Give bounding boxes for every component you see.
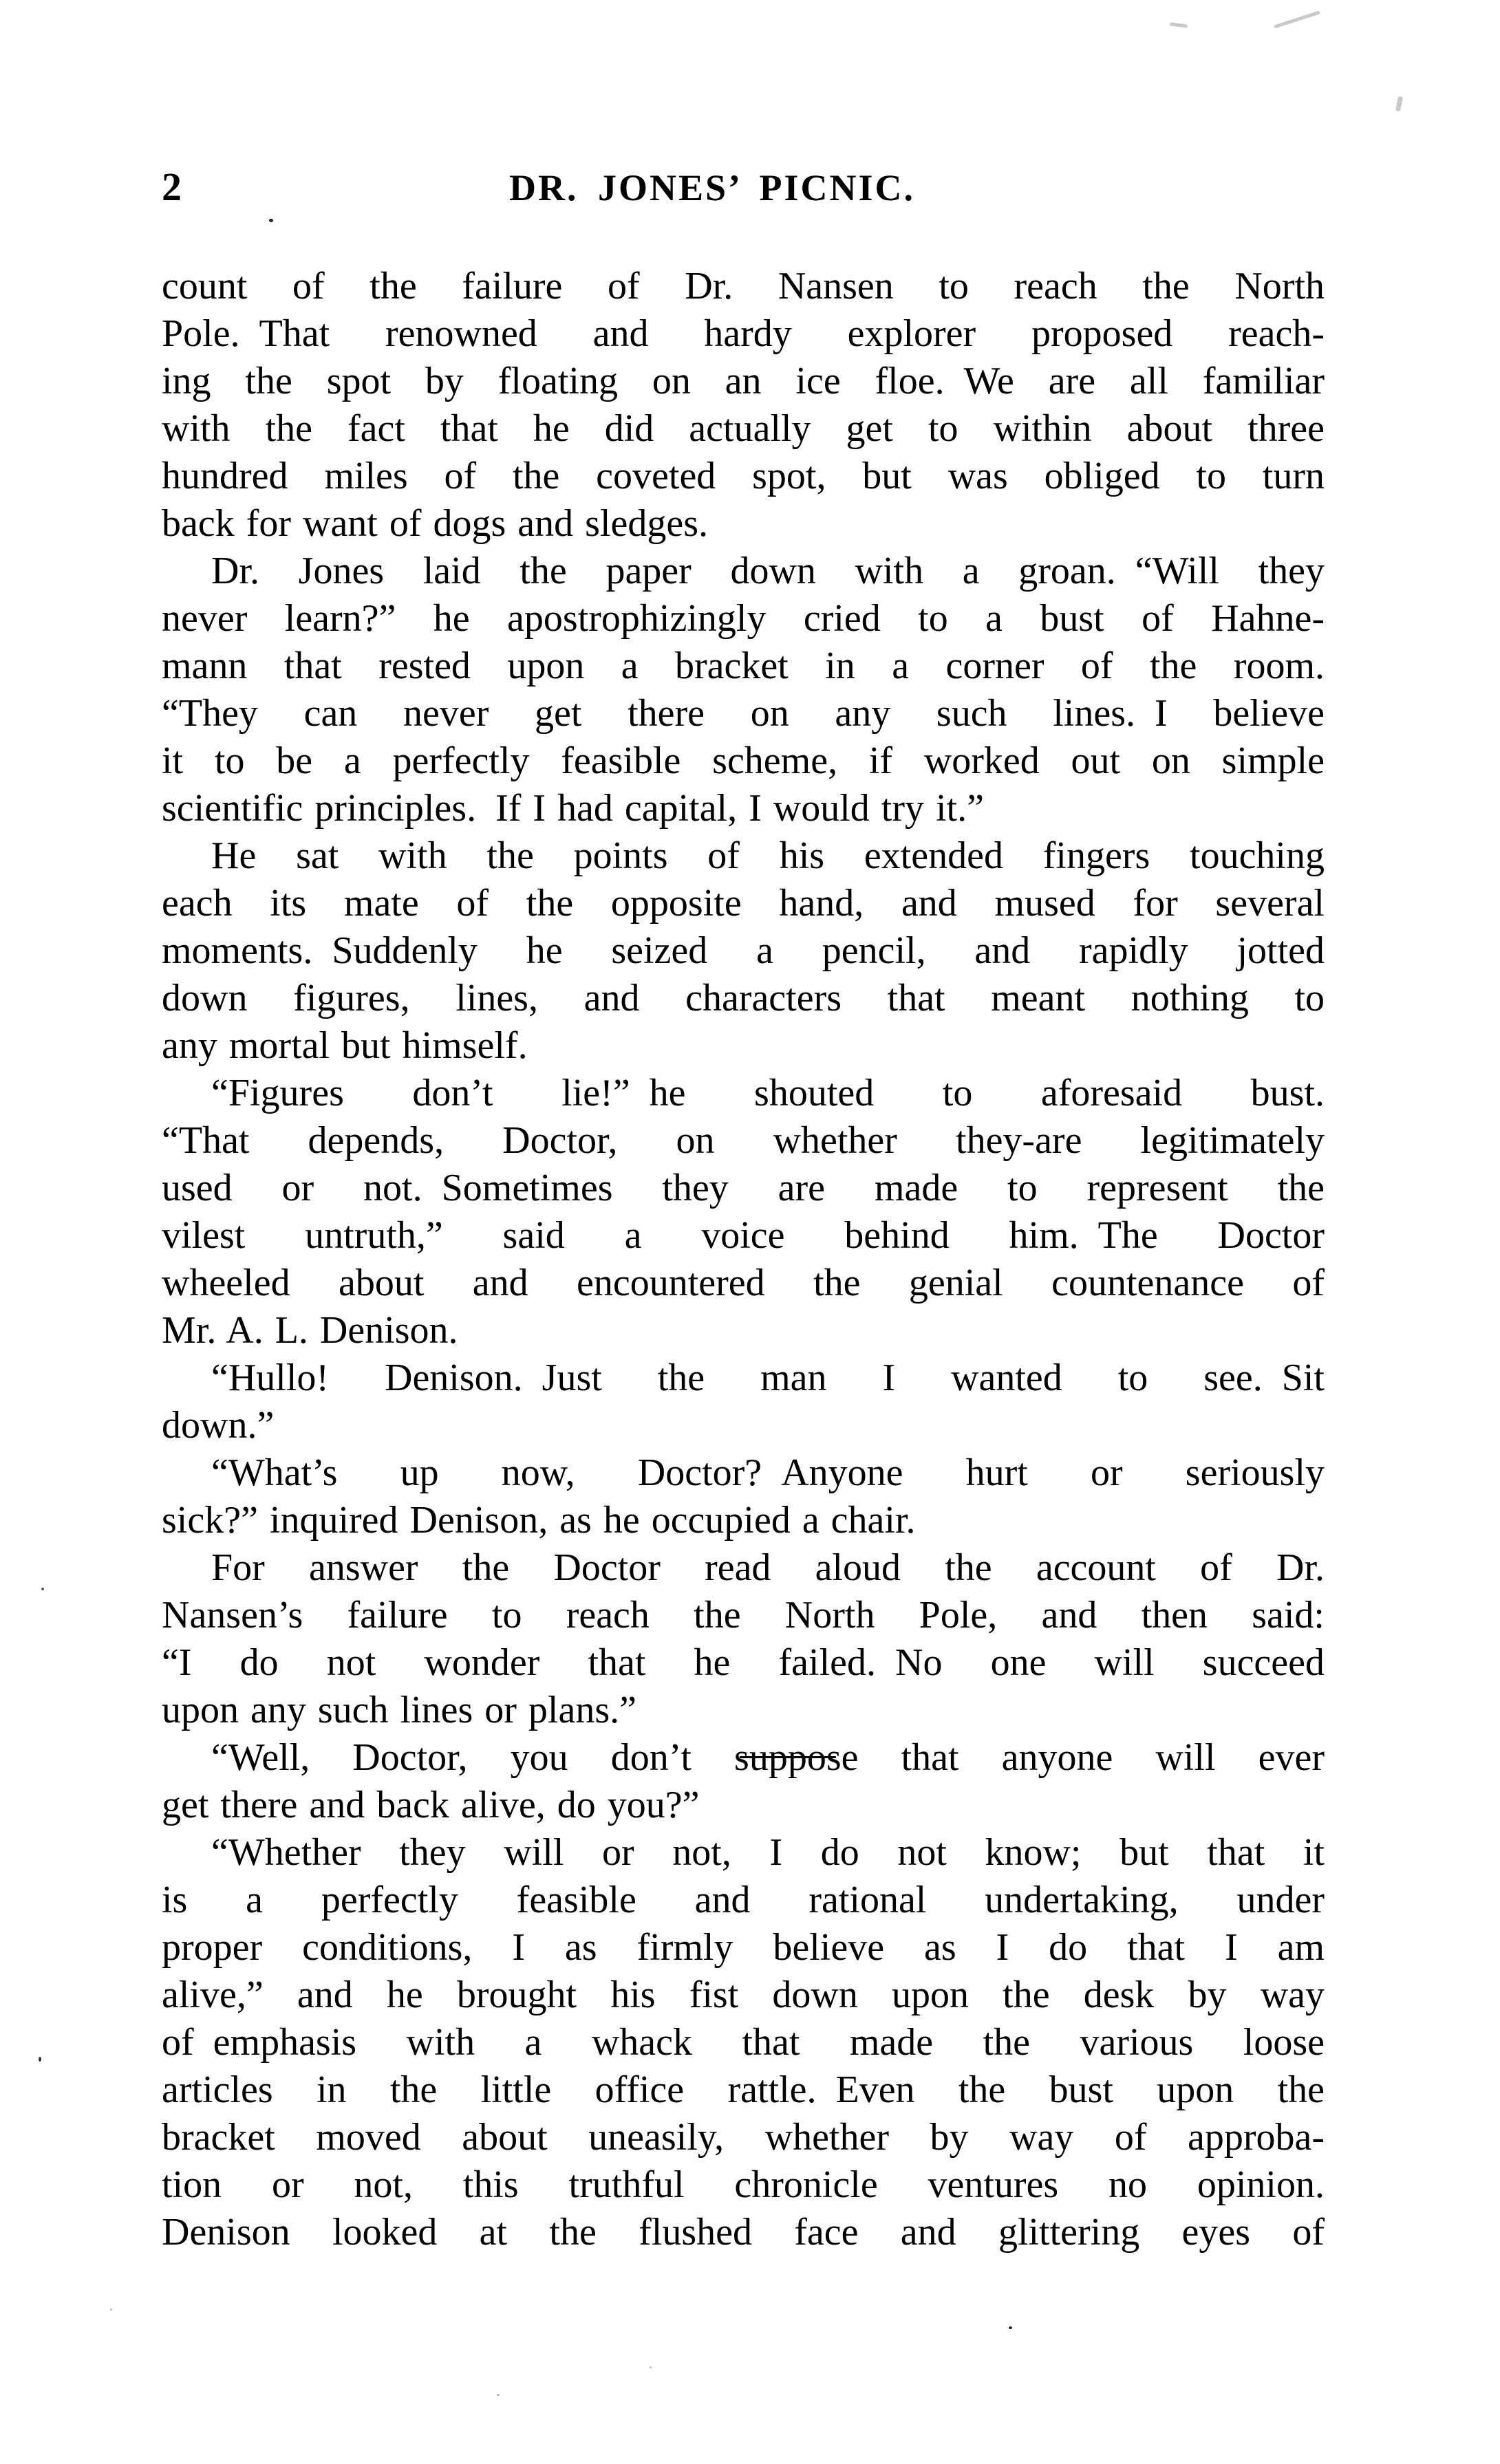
text-line: wheeled about and encountered the genial countenance of [162, 1262, 1325, 1304]
text-line: bracket moved about uneasily, whether by way of approba- [162, 2116, 1325, 2159]
text-line: back for want of dogs and sledges. [162, 502, 709, 545]
text-line: tion or not, this truthful chronicle ventures no opinion. [162, 2163, 1325, 2206]
ink-speck [39, 2057, 41, 2062]
scan-streak [1170, 22, 1188, 28]
ink-speck [269, 219, 273, 222]
text-line: is a perfectly feasible and rational undertaking, under [162, 1879, 1325, 1921]
text-line: Nansen’s failure to reach the North Pole, and then said: [162, 1594, 1325, 1636]
text-line: used or not. Sometimes they are made to represent the [162, 1167, 1325, 1209]
text-line: any mortal but himself. [162, 1024, 528, 1067]
text-line: “Well, Doctor, you don’t s̶u̶p̶p̶o̶se that anyone will ever [211, 1736, 1325, 1779]
text-line: of emphasis with a whack that made the various loose [162, 2021, 1325, 2064]
text-line: moments. Suddenly he seized a pencil, and rapidly jotted [162, 929, 1325, 972]
text-line: count of the failure of Dr. Nansen to reach the North [162, 265, 1325, 307]
text-line: down.” [162, 1404, 275, 1447]
running-header [162, 166, 1325, 215]
text-line: sick?” inquired Denison, as he occupied a chair. [162, 1499, 916, 1542]
text-line: proper conditions, I as firmly believe as I do that I am [162, 1926, 1325, 1969]
page-number: 2 [162, 164, 182, 209]
text-line: scientific principles. If I had capital, I would try it.” [162, 787, 984, 830]
text-line: vilest untruth,” said a voice behind him. The Doctor [162, 1214, 1325, 1257]
text-line: hundred miles of the coveted spot, but was obliged to turn [162, 455, 1325, 497]
ink-speck [1009, 2326, 1012, 2329]
text-line: it to be a perfectly feasible scheme, if worked out on simple [162, 739, 1325, 782]
text-line: “That depends, Doctor, on whether they-are legitimately [162, 1119, 1325, 1162]
text-line: Pole. That renowned and hardy explorer proposed reach- [162, 312, 1325, 355]
text-line: never learn?” he apostrophizingly cried to a bust of Hahne- [162, 597, 1325, 640]
text-line: Mr. A. L. Denison. [162, 1309, 458, 1352]
text-line: down figures, lines, and characters that meant nothing to [162, 977, 1325, 1019]
text-line: “What’s up now, Doctor? Anyone hurt or seriously [211, 1451, 1325, 1494]
text-line: get there and back alive, do you?” [162, 1784, 700, 1826]
ink-speck [41, 1588, 44, 1590]
scan-streak [1395, 96, 1403, 112]
text-line: mann that rested upon a bracket in a corner of the room. [162, 645, 1325, 687]
text-line: alive,” and he brought his fist down upon the desk by way [162, 1974, 1325, 2016]
ink-speck [110, 2309, 112, 2311]
text-line: with the fact that he did actually get to within about three [162, 407, 1325, 450]
text-line: ing the spot by floating on an ice floe. We are all familiar [162, 360, 1325, 402]
text-line: “Figures don’t lie!” he shouted to aforesaid bust. [211, 1072, 1325, 1114]
ink-speck [650, 2366, 652, 2368]
text-line: He sat with the points of his extended fingers touching [211, 834, 1325, 877]
text-line: Denison looked at the flushed face and glittering eyes of [162, 2211, 1325, 2254]
text-line: “They can never get there on any such lines. I believe [162, 692, 1325, 735]
body-text [162, 263, 1325, 2256]
text-line: articles in the little office rattle. Even the bust upon the [162, 2068, 1325, 2111]
text-line: “Whether they will or not, I do not know; but that it [211, 1831, 1325, 1874]
page-title: DR. JONES’ PICNIC. [508, 167, 916, 208]
text-line: For answer the Doctor read aloud the account of Dr. [211, 1546, 1325, 1589]
text-line: each its mate of the opposite hand, and mused for several [162, 882, 1325, 925]
scan-streak [1274, 10, 1320, 28]
text-line: upon any such lines or plans.” [162, 1689, 636, 1731]
text-line: Dr. Jones laid the paper down with a groan. “Will they [211, 550, 1325, 592]
text-line: “I do not wonder that he failed. No one will succeed [162, 1641, 1325, 1684]
text-line: “Hullo! Denison. Just the man I wanted to see. Sit [211, 1357, 1325, 1399]
ink-speck [497, 2394, 500, 2396]
